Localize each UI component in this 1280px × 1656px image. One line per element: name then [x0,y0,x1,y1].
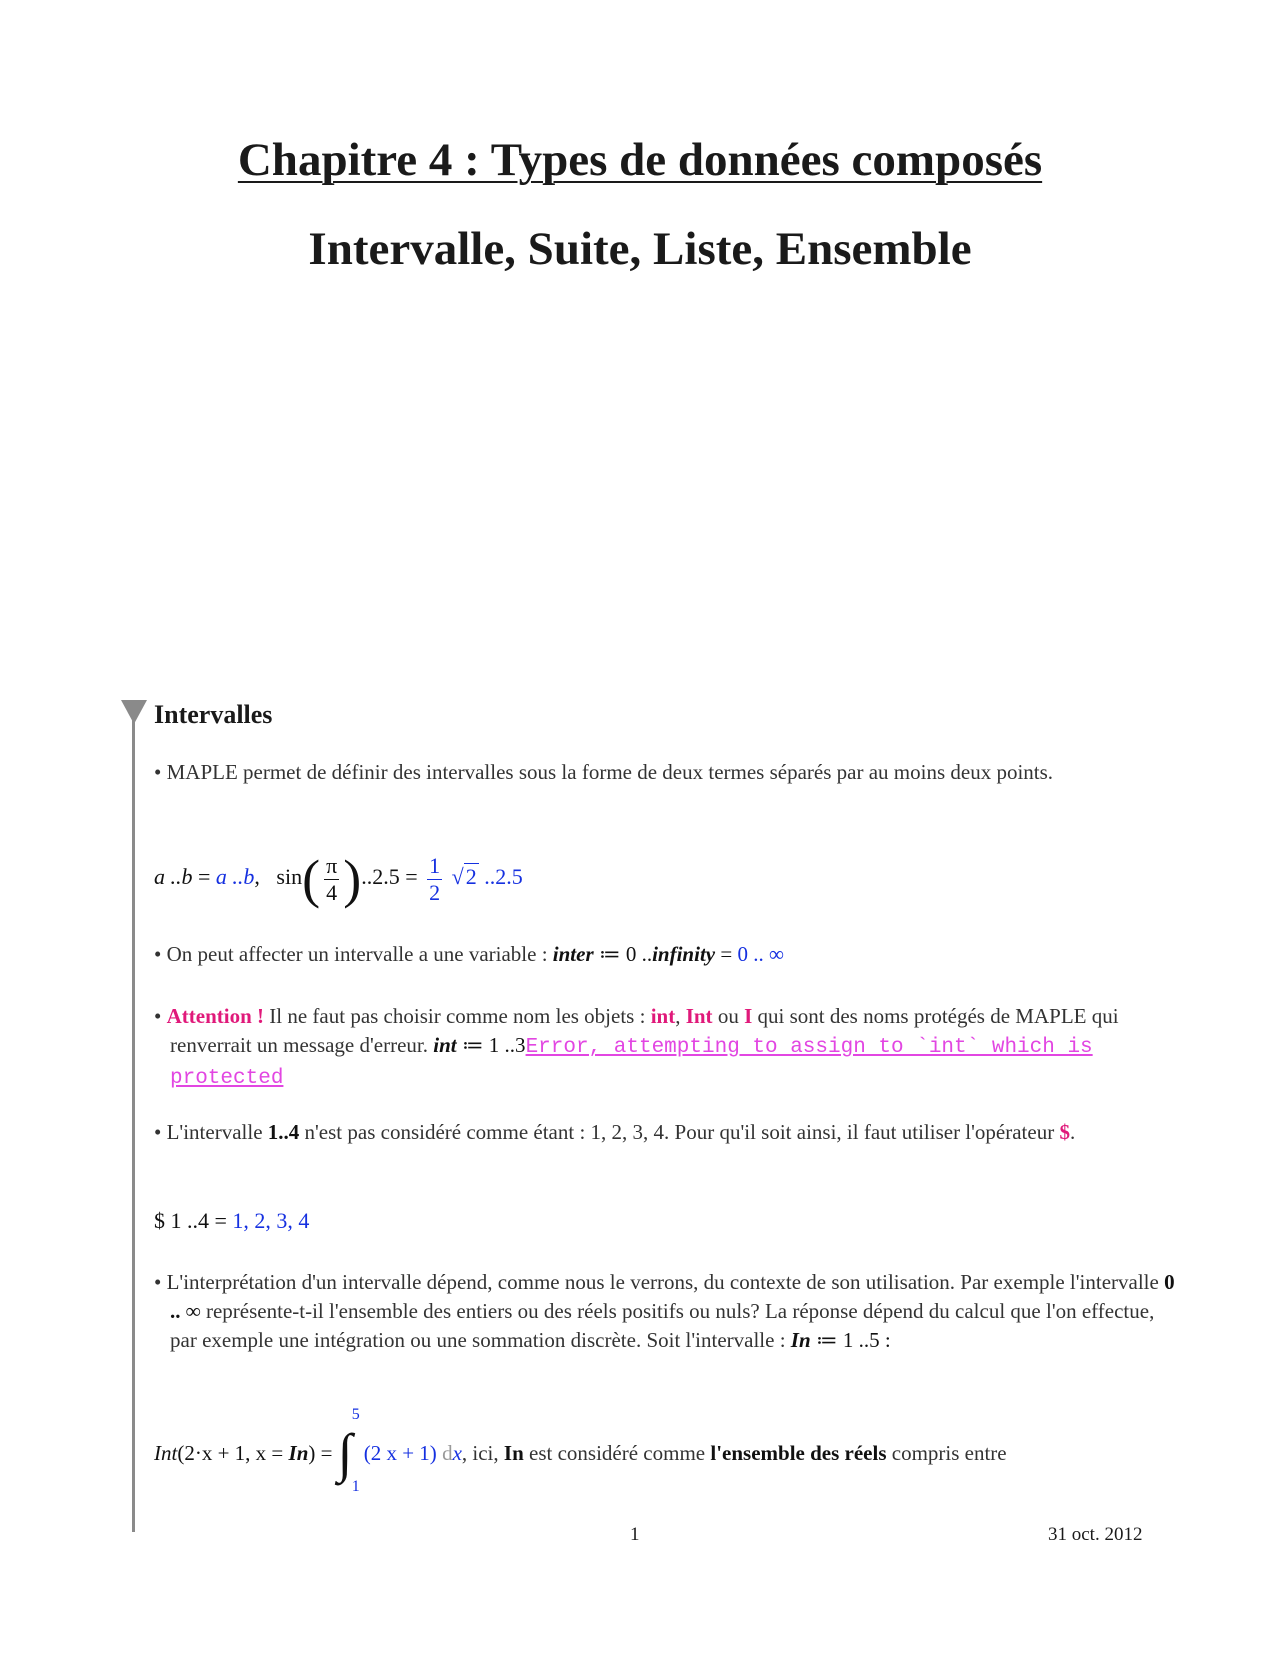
paragraph-3 [154,1002,1180,1093]
equals: = [715,942,738,966]
document-title: Chapitre 4 : Types de données composés [237,134,1043,186]
fraction-numerator: π [326,852,338,878]
page-number: 1 [630,1524,640,1545]
sep-2: ou [712,1004,745,1028]
word-Int: Int [685,1004,713,1028]
section-bracket-line [132,712,135,1532]
bullet: • [154,1004,162,1028]
bullet: • [154,760,162,784]
integrand: (2 x + 1) [363,1440,437,1465]
paragraph-5-text-1: L'interprétation d'un intervalle dépend, comme nous le verrons, du contexte de son utilisation. Par exemple l'intervalle [166,1270,1165,1294]
integral-lower-bound: 1 [351,1478,360,1495]
bullet: • [154,1270,162,1294]
paragraph-4-text-1: L'intervalle [166,1120,268,1144]
assign-op: ≔ 1 ..3 [456,1033,526,1057]
eq2-rhs: 1, 2, 3, 4 [232,1208,310,1233]
paragraph-3-text-2: qui sont des noms protégés de MAPLE qui renverrait un message d'erreur. [170,1004,1119,1057]
paragraph-4-text-2: n'est pas considéré comme étant : 1, 2, 3, 4. Pour qu'il soit ainsi, il faut utiliser l'opérateur [299,1120,1060,1144]
fraction-denominator: 4 [326,879,338,905]
half-numerator: 1 [429,852,441,878]
paragraph-2-text: On peut affecter un intervalle a une variable : [166,942,553,966]
integral-icon [337,1406,364,1495]
eq2-lhs: $ 1 ..4 [154,1208,209,1233]
eq1-rhs: a ..b [215,864,255,890]
paragraph-4 [154,1118,1180,1147]
left-paren-icon: ( [302,849,321,909]
eq1-sin: sin [276,864,303,890]
result-interval: 0 .. ∞ [737,942,784,966]
fraction-pi-over-4 [324,853,339,906]
bullet: • [154,942,162,966]
eq3-int-name: Int [154,1440,178,1465]
word-int: int [650,1004,676,1028]
document-subtitle: Intervalle, Suite, Liste, Ensemble [308,223,972,275]
paragraph-2 [154,940,1180,969]
range-0-infinity: 0 .. ∞ [170,1270,1175,1323]
eq3-equals: = [315,1440,338,1465]
dollar-operator: $ [1059,1120,1070,1144]
paragraph-3-text-1: Il ne faut pas choisir comme nom les objets : [264,1004,651,1028]
code-int: int [433,1033,457,1057]
paragraph-5-text-2: représente-t-il l'ensemble des entiers ou des réels positifs ou nuls? La réponse dépend du calcul que l'on effectue, par exemple une intégration ou une sommation discrète. Soit l'intervalle : [170,1299,1155,1352]
sqrt-icon: √ [451,864,464,890]
eq3-text-2: est considéré comme [523,1440,711,1465]
integral-sign-icon: ∫ [337,1423,353,1483]
code-In: In [790,1328,811,1352]
eq3-In: In [288,1440,309,1465]
eq3-args: (2·x + 1, x = [177,1440,289,1465]
differential-d: d [436,1440,453,1465]
eq3-text-1: , ici, [461,1440,504,1465]
section-title: Intervalles [154,700,273,729]
eq1-equals-2: = [405,864,418,890]
right-paren-icon: ) [343,849,362,909]
sep-1: , [675,1004,686,1028]
fraction-one-half [427,853,442,906]
eq1-range: ..2.5 [361,864,400,890]
assign-op: ≔ 1 ..5 : [810,1328,891,1352]
paragraph-1-text: MAPLE permet de définir des intervalles sous la forme de deux termes séparés par au moins deux points. [166,760,1054,784]
attention-label: Attention ! [166,1004,265,1028]
eq3-close: ) [308,1440,316,1465]
eq3-In-2: In [503,1440,524,1465]
equation-dollar-sequence [154,1208,309,1234]
eq1-lhs: a ..b [154,864,193,890]
paragraph-5 [154,1268,1180,1355]
eq1-equals: = [198,864,211,890]
word-I: I [744,1004,753,1028]
code-inter: inter [552,942,594,966]
footer-date: 31 oct. 2012 [1048,1524,1143,1545]
integral-upper-bound: 5 [351,1406,360,1423]
paragraph-4-text-3: . [1069,1120,1076,1144]
error-message: Error, attempting to assign to `int` which is protected [170,1036,1093,1090]
assign-op: ≔ 0 .. [593,942,653,966]
eq3-text-3: compris entre [886,1440,1007,1465]
sqrt-argument: 2 [465,864,477,890]
bullet: • [154,1120,162,1144]
equation-interval-example [154,849,523,909]
eq1-rhs-range: ..2.5 [484,864,523,890]
eq3-bold-text: l'ensemble des réels [710,1440,887,1465]
code-infinity: infinity [652,942,716,966]
eq1-comma: , [254,864,260,890]
half-denominator: 2 [429,879,441,905]
equation-integral [154,1406,1007,1495]
eq2-equals: = [209,1208,233,1233]
paragraph-1 [154,758,1180,787]
range-1-4: 1..4 [267,1120,300,1144]
differential-var: x [452,1440,462,1465]
